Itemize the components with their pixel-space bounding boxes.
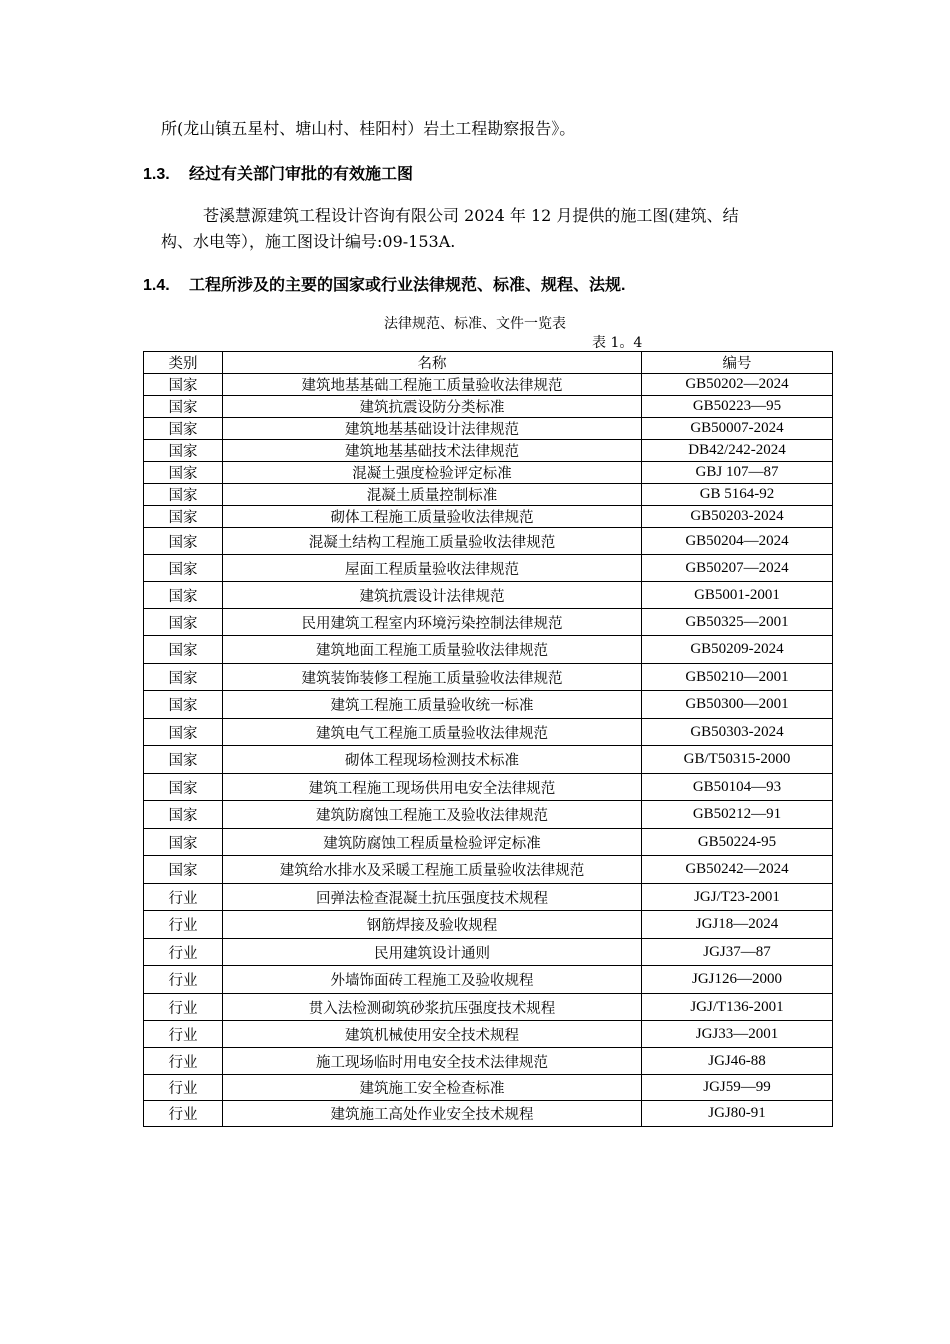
code-cell: JGJ33—2001 (642, 1021, 833, 1048)
name-cell: 建筑抗震设计法律规范 (223, 582, 642, 609)
code-cell: GB50210—2001 (642, 664, 833, 691)
table-row (144, 801, 833, 829)
category-cell: 行业 (144, 1075, 223, 1101)
code-cell: GB50104—93 (642, 774, 833, 801)
section-1-4-heading (143, 272, 625, 295)
code-cell: GB50300—2001 (642, 691, 833, 719)
code-cell: JGJ/T23-2001 (642, 884, 833, 911)
paragraph-line: 构、水电等），施工图设计编号:09-153A. (161, 232, 456, 251)
code-cell: GB50209-2024 (642, 636, 833, 664)
table-row (144, 774, 833, 801)
category-cell: 国家 (144, 636, 223, 664)
name-cell: 建筑施工安全检查标准 (223, 1075, 642, 1101)
category-cell: 国家 (144, 719, 223, 746)
name-cell: 建筑地面工程施工质量验收法律规范 (223, 636, 642, 664)
name-cell: 砌体工程现场检测技术标准 (223, 746, 642, 774)
category-cell: 国家 (144, 484, 223, 506)
header-category: 类别 (144, 352, 223, 374)
table-row (144, 1101, 833, 1127)
code-cell: GB50242—2024 (642, 856, 833, 884)
code-cell: JGJ80-91 (642, 1101, 833, 1127)
header-name: 名称 (223, 352, 642, 374)
table-row (144, 856, 833, 884)
category-cell: 行业 (144, 1021, 223, 1048)
code-cell: JGJ126—2000 (642, 966, 833, 994)
code-cell: JGJ37—87 (642, 939, 833, 966)
table-row (144, 636, 833, 664)
standards-table (143, 351, 833, 1127)
code-cell: DB42/242-2024 (642, 440, 833, 462)
name-cell: 建筑地基基础设计法律规范 (223, 418, 642, 440)
code-cell: GB50223—95 (642, 396, 833, 418)
category-cell: 国家 (144, 396, 223, 418)
table-row (144, 462, 833, 484)
table-row (144, 746, 833, 774)
table-row (144, 994, 833, 1021)
table-caption: 法律规范、标准、文件一览表 (384, 316, 566, 332)
category-cell: 行业 (144, 1048, 223, 1075)
table-row (144, 374, 833, 396)
table-row (144, 582, 833, 609)
category-cell: 行业 (144, 994, 223, 1021)
section-1-3-paragraph (161, 203, 831, 255)
name-cell: 贯入法检测砌筑砂浆抗压强度技术规程 (223, 994, 642, 1021)
name-cell: 建筑电气工程施工质量验收法律规范 (223, 719, 642, 746)
code-cell: GB50204—2024 (642, 528, 833, 555)
code-cell: GB50007-2024 (642, 418, 833, 440)
name-cell: 建筑给水排水及采暖工程施工质量验收法律规范 (223, 856, 642, 884)
name-cell: 钢筋焊接及验收规程 (223, 911, 642, 939)
code-cell: GBJ 107—87 (642, 462, 833, 484)
name-cell: 建筑装饰装修工程施工质量验收法律规范 (223, 664, 642, 691)
table-row (144, 829, 833, 856)
category-cell: 国家 (144, 801, 223, 829)
section-1-3-heading (143, 161, 413, 184)
category-cell: 国家 (144, 856, 223, 884)
category-cell: 国家 (144, 691, 223, 719)
section-number: 1.3. (143, 166, 170, 183)
name-cell: 建筑工程施工质量验收统一标准 (223, 691, 642, 719)
code-cell: GB5001-2001 (642, 582, 833, 609)
name-cell: 建筑机械使用安全技术规程 (223, 1021, 642, 1048)
table-row (144, 609, 833, 636)
name-cell: 砌体工程施工质量验收法律规范 (223, 506, 642, 528)
code-cell: GB50224-95 (642, 829, 833, 856)
table-number: 表 1。4 (592, 335, 643, 351)
category-cell: 行业 (144, 966, 223, 994)
table-row (144, 966, 833, 994)
name-cell: 建筑防腐蚀工程施工及验收法律规范 (223, 801, 642, 829)
paragraph-line: 苍溪慧源建筑工程设计咨询有限公司 2024 年 12 月提供的施工图(建筑、结 (203, 206, 739, 225)
category-cell: 国家 (144, 374, 223, 396)
table-row (144, 911, 833, 939)
name-cell: 混凝土结构工程施工质量验收法律规范 (223, 528, 642, 555)
table-row (144, 418, 833, 440)
code-cell: JGJ18—2024 (642, 911, 833, 939)
table-row (144, 691, 833, 719)
section-title: 工程所涉及的主要的国家或行业法律规范、标准、规程、法规. (189, 277, 626, 294)
code-cell: GB50207—2024 (642, 555, 833, 582)
category-cell: 国家 (144, 462, 223, 484)
code-cell: GB50303-2024 (642, 719, 833, 746)
table-row (144, 884, 833, 911)
name-cell: 建筑地基基础技术法律规范 (223, 440, 642, 462)
code-cell: JGJ59—99 (642, 1075, 833, 1101)
category-cell: 行业 (144, 1101, 223, 1127)
name-cell: 民用建筑工程室内环境污染控制法律规范 (223, 609, 642, 636)
category-cell: 行业 (144, 884, 223, 911)
name-cell: 民用建筑设计通则 (223, 939, 642, 966)
category-cell: 国家 (144, 582, 223, 609)
code-cell: GB50203-2024 (642, 506, 833, 528)
section-title: 经过有关部门审批的有效施工图 (189, 166, 414, 183)
code-cell: GB 5164-92 (642, 484, 833, 506)
name-cell: 建筑地基基础工程施工质量验收法律规范 (223, 374, 642, 396)
category-cell: 国家 (144, 746, 223, 774)
category-cell: 国家 (144, 555, 223, 582)
code-cell: GB/T50315-2000 (642, 746, 833, 774)
table-row (144, 664, 833, 691)
table-row (144, 555, 833, 582)
table-row (144, 506, 833, 528)
name-cell: 建筑施工高处作业安全技术规程 (223, 1101, 642, 1127)
category-cell: 行业 (144, 911, 223, 939)
table-row (144, 1075, 833, 1101)
table-row (144, 528, 833, 555)
code-cell: GB50212—91 (642, 801, 833, 829)
category-cell: 国家 (144, 774, 223, 801)
name-cell: 混凝土质量控制标准 (223, 484, 642, 506)
table-row (144, 719, 833, 746)
category-cell: 国家 (144, 664, 223, 691)
section-number: 1.4. (143, 277, 170, 294)
intro-line: 所(龙山镇五星村、塘山村、桂阳村）岩土工程勘察报告》。 (161, 119, 576, 138)
name-cell: 屋面工程质量验收法律规范 (223, 555, 642, 582)
table-row (144, 396, 833, 418)
name-cell: 施工现场临时用电安全技术法律规范 (223, 1048, 642, 1075)
table-row (144, 440, 833, 462)
category-cell: 行业 (144, 939, 223, 966)
table-row (144, 1048, 833, 1075)
name-cell: 回弹法检查混凝土抗压强度技术规程 (223, 884, 642, 911)
category-cell: 国家 (144, 440, 223, 462)
name-cell: 外墙饰面砖工程施工及验收规程 (223, 966, 642, 994)
category-cell: 国家 (144, 418, 223, 440)
table-row (144, 1021, 833, 1048)
name-cell: 建筑工程施工现场供用电安全法律规范 (223, 774, 642, 801)
code-cell: JGJ/T136-2001 (642, 994, 833, 1021)
category-cell: 国家 (144, 829, 223, 856)
code-cell: JGJ46-88 (642, 1048, 833, 1075)
category-cell: 国家 (144, 528, 223, 555)
name-cell: 混凝土强度检验评定标准 (223, 462, 642, 484)
name-cell: 建筑抗震设防分类标准 (223, 396, 642, 418)
table-header-row (144, 352, 833, 374)
category-cell: 国家 (144, 506, 223, 528)
code-cell: GB50325—2001 (642, 609, 833, 636)
category-cell: 国家 (144, 609, 223, 636)
table-row (144, 939, 833, 966)
code-cell: GB50202—2024 (642, 374, 833, 396)
table-row (144, 484, 833, 506)
name-cell: 建筑防腐蚀工程质量检验评定标准 (223, 829, 642, 856)
header-code: 编号 (642, 352, 833, 374)
